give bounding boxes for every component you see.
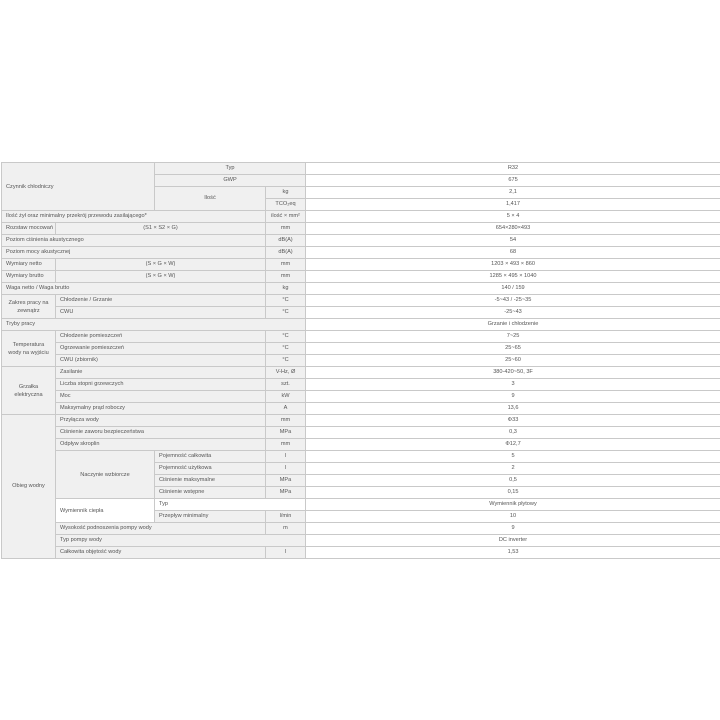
spec-row: [2, 235, 720, 247]
spec-row: [2, 343, 720, 355]
spec-cell: l: [266, 463, 306, 475]
spec-cell: CWU (zbiornik): [56, 355, 266, 367]
spec-row: [2, 163, 720, 175]
spec-cell: °C: [266, 355, 306, 367]
spec-cell: kW: [266, 391, 306, 403]
spec-cell: Waga netto / Waga brutto: [2, 283, 266, 295]
spec-cell: Całkowita objętość wody: [56, 547, 266, 559]
spec-cell: CWU: [56, 307, 266, 319]
spec-cell: 0,5: [306, 475, 720, 487]
spec-cell: l: [266, 451, 306, 463]
spec-cell: Typ pompy wody: [56, 535, 306, 547]
spec-row: [2, 295, 720, 307]
spec-row: [2, 523, 720, 535]
spec-row: [2, 307, 720, 319]
spec-cell: Typ: [155, 163, 306, 175]
spec-cell: 1,53: [306, 547, 720, 559]
spec-cell: Maksymalny prąd roboczy: [56, 403, 266, 415]
spec-table-body: [2, 163, 720, 559]
spec-cell: ilość × mm²: [266, 211, 306, 223]
spec-cell: Zasilanie: [56, 367, 266, 379]
spec-cell: 0,3: [306, 427, 720, 439]
spec-cell: Naczynie wzbiorcze: [56, 451, 155, 499]
spec-cell: Grzałka elektryczna: [2, 367, 56, 415]
spec-cell: 5: [306, 451, 720, 463]
spec-cell: 10: [306, 511, 720, 523]
spec-cell: 654×280×493: [306, 223, 720, 235]
spec-cell: Chłodzenie pomieszczeń: [56, 331, 266, 343]
spec-row: [2, 211, 720, 223]
spec-cell: Poziom ciśnienia akustycznego: [2, 235, 266, 247]
spec-cell: Φ12,7: [306, 439, 720, 451]
spec-row: [2, 415, 720, 427]
spec-cell: 1,417: [306, 199, 720, 211]
spec-cell: (S × G × W): [56, 271, 266, 283]
spec-cell: mm: [266, 223, 306, 235]
spec-cell: DC inverter: [306, 535, 720, 547]
spec-cell: 1203 × 493 × 860: [306, 259, 720, 271]
spec-row: [2, 391, 720, 403]
spec-row: [2, 499, 720, 511]
spec-cell: 2,1: [306, 187, 720, 199]
spec-row: [2, 247, 720, 259]
spec-cell: Zakres pracy na zewnątrz: [2, 295, 56, 319]
spec-cell: 0,15: [306, 487, 720, 499]
spec-cell: °C: [266, 343, 306, 355]
spec-cell: °C: [266, 295, 306, 307]
spec-cell: Ciśnienie maksymalne: [155, 475, 266, 487]
spec-cell: dB(A): [266, 235, 306, 247]
spec-cell: Typ: [155, 499, 306, 511]
spec-cell: 7~25: [306, 331, 720, 343]
spec-cell: Pojemność całkowita: [155, 451, 266, 463]
spec-cell: 5 × 4: [306, 211, 720, 223]
spec-cell: Chłodzenie / Grzanie: [56, 295, 266, 307]
spec-cell: Temperatura wody na wyjściu: [2, 331, 56, 367]
spec-cell: kg: [266, 283, 306, 295]
spec-row: [2, 439, 720, 451]
spec-row: [2, 535, 720, 547]
spec-row: [2, 283, 720, 295]
spec-cell: 3: [306, 379, 720, 391]
spec-cell: -5~43 / -25~35: [306, 295, 720, 307]
spec-row: [2, 451, 720, 463]
spec-cell: dB(A): [266, 247, 306, 259]
spec-cell: 54: [306, 235, 720, 247]
spec-cell: 675: [306, 175, 720, 187]
spec-row: [2, 367, 720, 379]
spec-cell: Odpływ skroplin: [56, 439, 266, 451]
spec-cell: V-Hz, Ø: [266, 367, 306, 379]
spec-cell: Przyłącza wody: [56, 415, 266, 427]
spec-cell: l/min: [266, 511, 306, 523]
spec-cell: Wymiennik płytowy: [306, 499, 720, 511]
spec-cell: Ciśnienie zaworu bezpieczeństwa: [56, 427, 266, 439]
spec-cell: m: [266, 523, 306, 535]
spec-cell: mm: [266, 271, 306, 283]
spec-cell: Moc: [56, 391, 266, 403]
spec-row: [2, 271, 720, 283]
spec-cell: Wymiary brutto: [2, 271, 56, 283]
spec-cell: 140 / 159: [306, 283, 720, 295]
spec-cell: 9: [306, 391, 720, 403]
spec-cell: TCO₂eq: [266, 199, 306, 211]
spec-cell: Liczba stopni grzewczych: [56, 379, 266, 391]
spec-cell: Czynnik chłodniczy: [2, 163, 155, 211]
spec-cell: mm: [266, 259, 306, 271]
spec-cell: GWP: [155, 175, 306, 187]
spec-cell: l: [266, 547, 306, 559]
spec-cell: 13,6: [306, 403, 720, 415]
spec-cell: Grzanie i chłodzenie: [306, 319, 720, 331]
spec-cell: Φ33: [306, 415, 720, 427]
spec-cell: (S1 × S2 × G): [56, 223, 266, 235]
spec-cell: Przepływ minimalny: [155, 511, 266, 523]
spec-cell: 9: [306, 523, 720, 535]
spec-cell: °C: [266, 307, 306, 319]
spec-cell: 25~60: [306, 355, 720, 367]
spec-cell: Wysokość podnoszenia pompy wody: [56, 523, 266, 535]
spec-cell: 2: [306, 463, 720, 475]
spec-cell: MPa: [266, 427, 306, 439]
spec-cell: R32: [306, 163, 720, 175]
spec-cell: 1285 × 495 × 1040: [306, 271, 720, 283]
spec-cell: mm: [266, 415, 306, 427]
spec-cell: Pojemność użytkowa: [155, 463, 266, 475]
spec-cell: mm: [266, 439, 306, 451]
spec-cell: kg: [266, 187, 306, 199]
spec-row: [2, 403, 720, 415]
spec-cell: Poziom mocy akustycznej: [2, 247, 266, 259]
spec-cell: Ciśnienie wstępne: [155, 487, 266, 499]
spec-cell: 68: [306, 247, 720, 259]
spec-cell: A: [266, 403, 306, 415]
spec-cell: -25~43: [306, 307, 720, 319]
spec-cell: Ogrzewanie pomieszczeń: [56, 343, 266, 355]
spec-row: [2, 355, 720, 367]
spec-cell: Wymiary netto: [2, 259, 56, 271]
spec-cell: MPa: [266, 487, 306, 499]
spec-row: [2, 223, 720, 235]
spec-table: [1, 162, 720, 559]
spec-row: [2, 379, 720, 391]
spec-cell: MPa: [266, 475, 306, 487]
spec-row: [2, 319, 720, 331]
spec-cell: Rozstaw mocowań: [2, 223, 56, 235]
spec-cell: Wymiennik ciepła: [56, 499, 155, 523]
spec-cell: Obieg wodny: [2, 415, 56, 559]
spec-row: [2, 547, 720, 559]
spec-cell: °C: [266, 331, 306, 343]
spec-row: [2, 331, 720, 343]
spec-cell: Ilość żył oraz minimalny przekrój przewodu zasilającego*: [2, 211, 266, 223]
spec-row: [2, 259, 720, 271]
spec-cell: 25~65: [306, 343, 720, 355]
spec-cell: szt.: [266, 379, 306, 391]
spec-cell: (S × G × W): [56, 259, 266, 271]
spec-row: [2, 427, 720, 439]
spec-cell: Ilość: [155, 187, 266, 211]
spec-cell: 380-420~50, 3F: [306, 367, 720, 379]
spec-cell: Tryby pracy: [2, 319, 306, 331]
